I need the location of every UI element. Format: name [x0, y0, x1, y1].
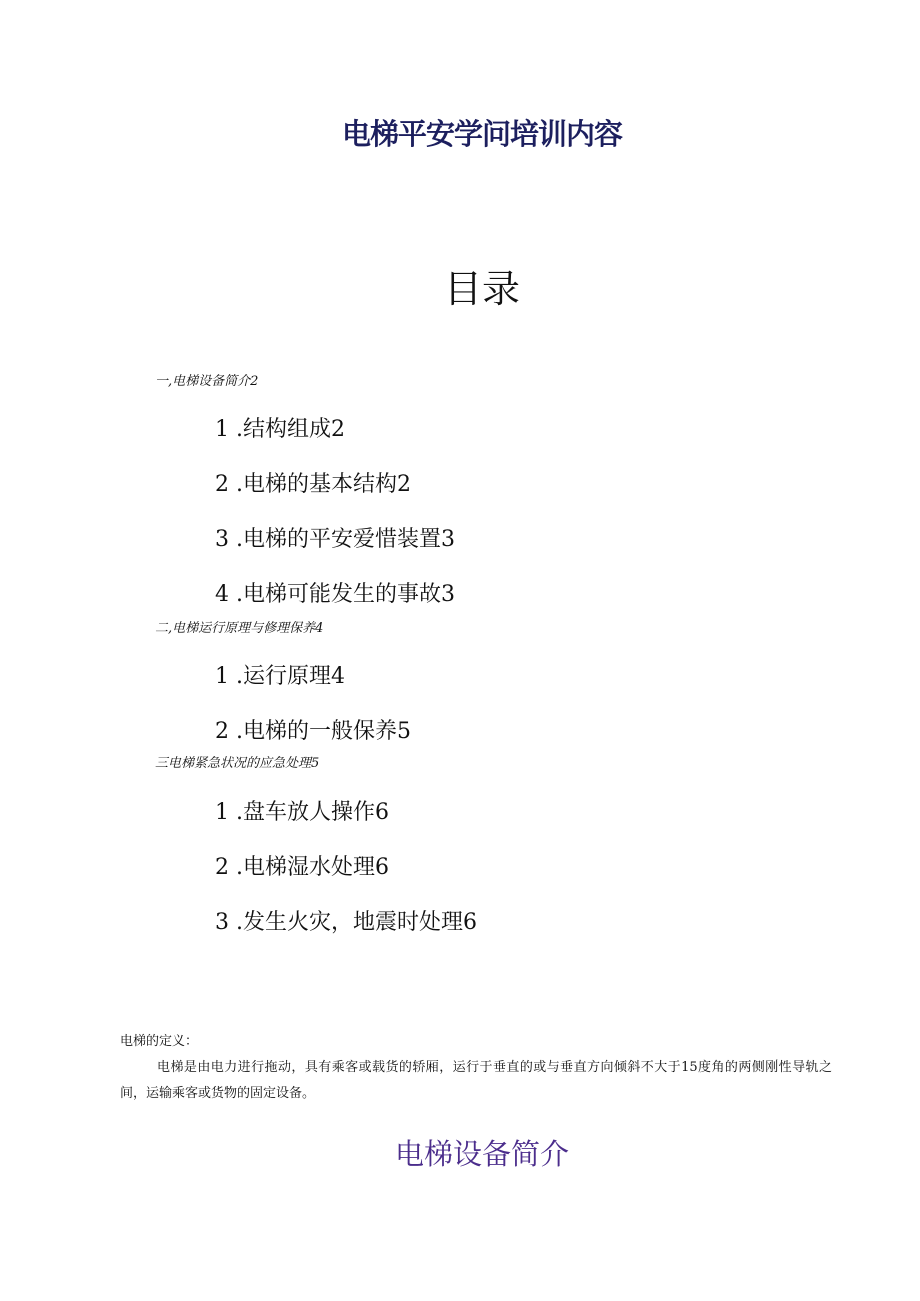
toc-section-1[interactable]: 一,电梯设备简介2	[155, 374, 259, 389]
toc-item[interactable]: 2 .电梯的基本结构2	[215, 472, 411, 497]
toc-item[interactable]: 1 .运行原理4	[215, 664, 345, 689]
toc-section-3[interactable]: 三电梯紧急状况的应急处理5	[155, 756, 320, 771]
document-title: 电梯平安学问培训内容	[341, 117, 622, 151]
toc-item[interactable]: 4 .电梯可能发生的事故3	[215, 582, 455, 607]
toc-item[interactable]: 3 .电梯的平安爱惜装置3	[215, 527, 455, 552]
toc-item[interactable]: 1 .结构组成2	[215, 417, 345, 442]
toc-section-2[interactable]: 二,电梯运行原理与修理保养4	[155, 621, 324, 636]
definition-body: 电梯是由电力进行拖动，具有乘客或载货的轿厢，运行于垂直的或与垂直方向倾斜不大于15度角的两侧刚性导轨之间，运输乘客或货物的固定设备。	[120, 1060, 832, 1101]
definition-heading: 电梯的定义：	[120, 1034, 199, 1049]
toc-item[interactable]: 2 .电梯湿水处理6	[215, 855, 389, 880]
toc-item[interactable]: 3 .发生火灾，地震时处理6	[215, 910, 477, 935]
toc-item[interactable]: 1 .盘车放人操作6	[215, 800, 389, 825]
toc-heading: 目录	[443, 267, 520, 311]
section-title: 电梯设备简介	[394, 1137, 569, 1171]
toc-item[interactable]: 2 .电梯的一般保养5	[215, 719, 411, 744]
